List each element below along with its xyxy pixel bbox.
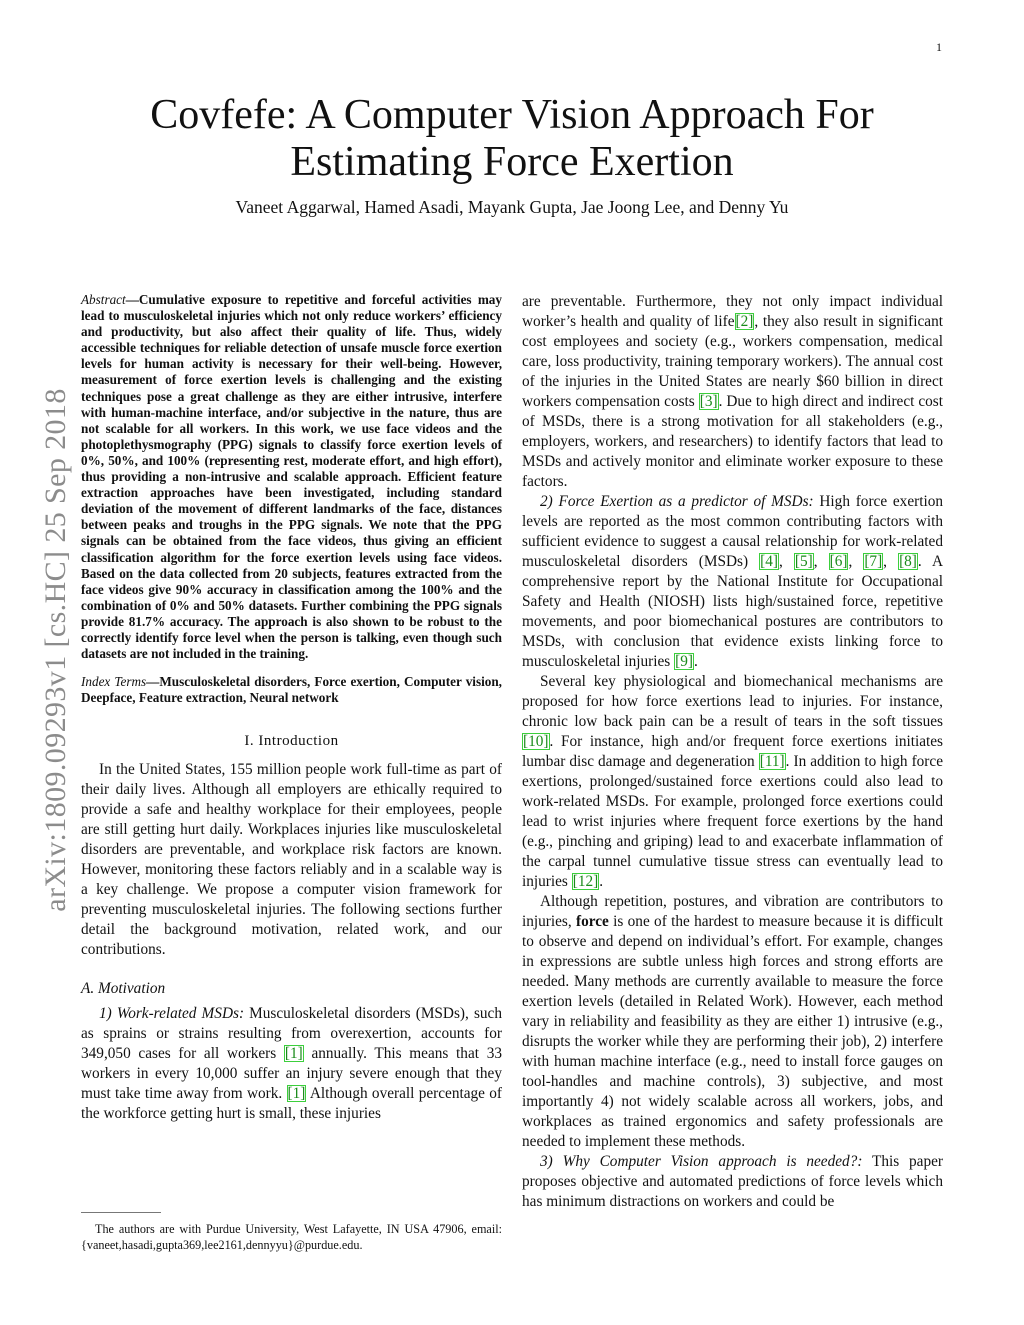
paragraph-text: is one of the hardest to measure because it is difficult to observe and depend on individual’s effort. For example, changes in expressions are subtle unless high forces and strong efforts are needed. Many methods are currently available to measure the force exertion levels (detailed in Related Work). However, each method vary in reliability and feasibility as they are either 1) intrusive (e.g., disrupts the worker while they are performing their job), 2) interfere with human machine interface (e.g., need to install force gauges on tool-handles and machine controls), 3) subjective, and most importantly 4) not widely scalable across all workers, jobs, and workplaces as trained ergonomics and safety professionals are needed to implement these methods. [522,913,943,1150]
paragraph-heading: 3) Why Computer Vision approach is needed?: [540,1153,863,1170]
section-heading-introduction: I. Introduction [244,733,339,750]
paragraph-text: This paper proposes objective and automated predictions of force levels which has minimum distractions on workers and could be [522,1153,943,1210]
separator: , [813,553,829,570]
citation-link[interactable]: [8] [899,553,917,570]
paragraph-text: . [599,873,604,890]
separator: , [778,553,794,570]
citation-link[interactable]: [9] [675,653,693,670]
page-number: 1 [936,40,942,54]
paragraph-text: . In addition to high force exertions, prolonged/sustained force exertions could also lead to work-related MSDs. For example, prolonged force exertions could lead to wrist injuries where frequent force exertions by the hand (e.g., pinching and griping) lead to and exacerbate inflammation of the carpal tunnel cumulative tissue stress can eventually lead to injuries [522,753,943,890]
left-column [81,292,502,1124]
paragraph-text: are preventable. Furthermore, they not only impact individual worker’s health and quality of life [522,293,943,330]
index-terms-label: Index Terms [81,674,147,690]
citation-link[interactable]: [1] [287,1085,306,1103]
paragraph-mechanisms [522,672,943,892]
abstract-label: Abstract [81,292,126,307]
citation-link[interactable]: [3] [699,393,718,410]
paragraph-text: . A comprehensive report by the National Institute for Occupational Safety and Health (NIOSH) lists high/sustained force, repetitive movements, and poor biomechanical postures are contributors to MSDs, with conclusion that evidence exists linking force to musculoskeletal injuries [522,553,943,670]
paragraph-text: Although overall percentage of the workforce getting hurt is small, these injuries [81,1085,502,1123]
paragraph-text: High force exertion levels are reported as the most common contributing factors with sufficient evidence to suggest a causal relationship for work-related musculoskeletal disorders (MSDs) [522,493,944,570]
paragraph-text: annually. This means that 33 workers in every 10,000 suffer an injury severe enough that they must take time away from work. [81,1045,502,1103]
footnote-rule [81,1212,161,1213]
paragraph-force-exertion [522,492,943,672]
subsection-heading-motivation: A. Motivation [81,980,166,998]
paragraph-continued [522,292,943,492]
paragraph-force-measurement [522,892,943,1152]
separator: , [883,553,899,570]
paragraph-text: . Due to high direct and indirect cost of MSDs, there is a strong motivation for all stakeholders (e.g., employers, workers, and researchers) to identify factors that lead to MSDs and actively monitor and eliminate worker exposure to these factors. [522,393,943,490]
right-column [522,292,943,1212]
paragraph-why-computer-vision [522,1152,943,1212]
intro-paragraph: In the United States, 155 million people work full-time as part of their daily lives. Although all employers are ethically required to provide a safe and healthy workplace for their employees, people are still getting hurt daily. Workplaces injuries like musculoskeletal disorders are preventable, and workplace risk factors are known. However, monitoring these factors reliably and in a scalable way is a key challenge. We propose a computer vision framework for preventing musculoskeletal injuries. The following sections further detail the background motivation, related work, and our contributions. [81,761,502,959]
citation-link[interactable]: [10] [523,733,549,750]
citation-link[interactable]: [12] [572,873,599,890]
index-terms [81,674,502,706]
paragraph-text: Musculoskeletal disorders (MSDs), such as sprains or strains resulting from overexertion, accounts for 349,050 cases for all workers [81,1005,502,1063]
paragraph-heading: 2) Force Exertion as a predictor of MSDs: [540,493,814,510]
citation-link[interactable]: [7] [864,553,883,570]
citation-link[interactable]: [1] [284,1045,303,1063]
citation-link[interactable]: [4] [760,553,778,570]
paragraph-work-related-msds [81,1004,502,1124]
index-terms-text: —Musculoskeletal disorders, Force exertion, Computer vision, Deepface, Feature extraction, Neural network [81,674,502,706]
citation-link[interactable]: [11] [759,753,785,770]
paper-title: Covfefe: A Computer Vision Approach For Estimating Force Exertion [150,92,874,185]
paragraph-text: . [693,653,698,670]
abstract [81,292,502,662]
arxiv-identifier[interactable]: arXiv:1809.09293v1 [cs.HC] 25 Sep 2018 [39,388,72,912]
citation-link[interactable]: [2] [735,313,754,330]
paragraph-heading: 1) Work-related MSDs: [99,1005,245,1023]
separator: , [848,553,864,570]
author-list: Vaneet Aggarwal, Hamed Asadi, Mayank Gupta, Jae Joong Lee, and Denny Yu [235,197,789,217]
emphasized-term: force [576,913,609,930]
paragraph-text: . For instance, high and/or frequent force exertions initiates lumbar disc damage and degeneration [522,733,943,770]
paragraph-text: Several key physiological and biomechanical mechanisms are proposed for how force exertions lead to injuries. For instance, chronic low back pain can be a result of tears in the soft tissues [522,673,943,730]
paragraph-text: Although repetition, postures, and vibration are contributors to injuries, [522,893,943,930]
abstract-text: —Cumulative exposure to repetitive and forceful activities may lead to musculoskeletal injuries which not only reduce workers’ efficiency and productivity, but also affect their quality of life. Thus, widely accessible techniques for reliable detection of unsafe muscle force exertion levels for human activity is necessary for their well-being. However, measurement of force exertion levels is challenging and the existing techniques pose a great challenge as they are either intrusive, interfere with human-machine interface, and/or subjective in the nature, thus are not scalable for all workers. In this work, we use face videos and the photoplethysmography (PPG) signals to classify force exertion levels of 0%, 50%, and 100% (representing rest, moderate effort, and high effort), thus providing a non-intrusive and scalable approach. Efficient feature extraction approaches have been investigated, including standard deviation of the movement of different landmarks of the face, distances between peaks and troughs in the PPG signals. We note that the PPG signals can be obtained from the face videos, thus giving an efficient classification algorithm for the force exertion levels using face videos. Based on the data collected from 20 subjects, features extracted from the face videos give 90% accuracy in classification among the 100% and the combination of 0% and 50% datasets. Further combining the PPG signals provide 81.7% accuracy. The approach is also shown to be robust to the correctly identify force level when the person is talking, even though such datasets are not included in the training. [81,292,502,662]
citation-link[interactable]: [6] [829,553,848,570]
citation-link[interactable]: [5] [794,553,813,570]
paragraph-text: , they also result in significant cost employees and society (e.g., workers compensation, medical care, loss productivity, training temporary workers). The annual cost of the injuries in the United States are nearly $60 billion in direct workers compensation costs [522,313,943,410]
author-affiliation-footnote: The authors are with Purdue University, West Lafayette, IN USA 47906, email:{vaneet,hasadi,gupta369,lee2161,dennyyu}@purdue.edu. [81,1222,502,1252]
